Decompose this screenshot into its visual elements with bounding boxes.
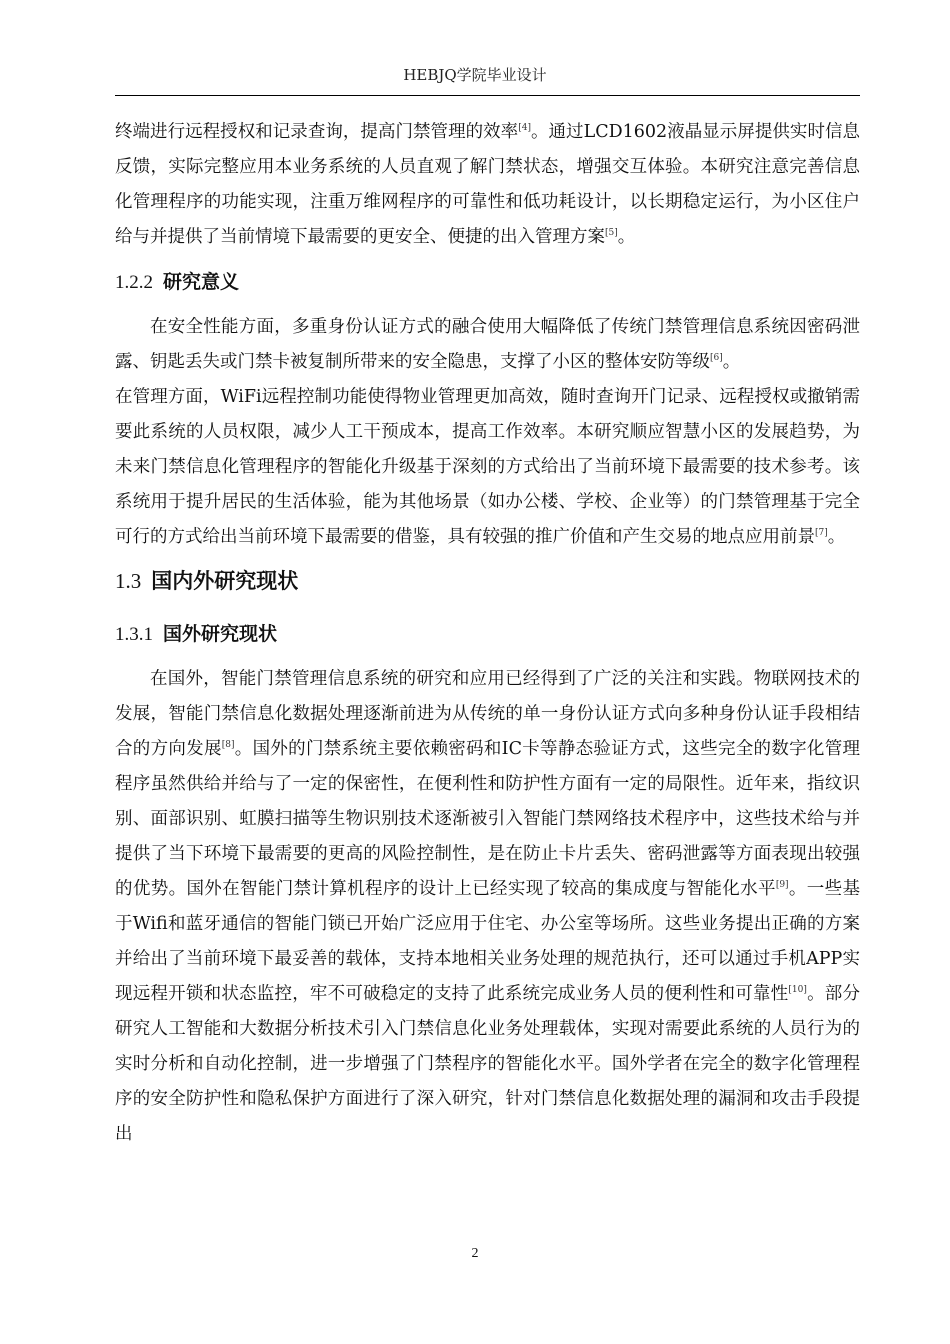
paragraph-text: 在安全性能方面，多重身份认证方式的融合使用大幅降低了传统门禁管理信息系统因密码泄露、钥匙丢失或门禁卡被复制所带来的安全隐患，支撑了小区的整体安防等级: [115, 317, 860, 372]
section-title: 研究意义: [163, 271, 240, 293]
citation-marker: [8]: [221, 740, 235, 751]
section-heading-1-3: [115, 555, 860, 607]
section-title: 国内外研究现状: [151, 569, 299, 593]
section-number: 1.3: [115, 569, 142, 593]
paragraph-text: 。部分研究人工智能和大数据分析技术引入门禁信息化业务处理载体，实现对需要此系统的人员行为的实时分析和自动化控制，进一步增强了门禁程序的智能化水平。国外学者在完全的数字化管理程序的安全防护性和隐私保护方面进行了深入研究，针对门禁信息化数据处理的漏洞和攻击手段提出: [115, 984, 861, 1144]
citation-marker: [5]: [605, 228, 618, 239]
document-body: [115, 115, 860, 1152]
paragraph-text: 。通过LCD1602液晶显示屏提供实时信息反馈，实际完整应用本业务系统的人员直观了解门禁状态，增强交互体验。本研究注意完善信息化管理程序的功能实现，注重万维网程序的可靠性和低功耗设计，以长期稳定运行，为小区住户给与并提供了当前情境下最需要的更安全、便捷的出入管理方案: [115, 122, 861, 247]
citation-marker: [4]: [518, 123, 531, 134]
section-heading-1-2-2: [115, 255, 860, 310]
paragraph-text: 。: [827, 527, 846, 547]
paragraph-text: 。: [722, 352, 741, 372]
section-heading-1-3-1: [115, 607, 860, 662]
page-header-title: HEBJQ学院毕业设计: [403, 66, 547, 84]
paragraph-management: [115, 380, 860, 555]
header-divider: [115, 95, 860, 96]
paragraph-security: [115, 310, 860, 380]
paragraph-continuation: [115, 115, 860, 255]
paragraph-foreign-research: [115, 662, 860, 1152]
paragraph-text: 。国外的门禁系统主要依赖密码和IC卡等静态验证方式，这些完全的数字化管理程序虽然供给并给与了一定的保密性，在便利性和防护性方面有一定的局限性。近年来，指纹识别、面部识别、虹膜扫描等生物识别技术逐渐被引入智能门禁网络技术程序中，这些技术给与并提供了当下环境下最需要的更高的风险控制性，是在防止卡片丢失、密码泄露等方面表现出较强的优势。国外在智能门禁计算机程序的设计上已经实现了较高的集成度与智能化水平: [115, 739, 860, 899]
citation-marker: [7]: [815, 528, 828, 539]
paragraph-text: 终端进行远程授权和记录查询，提高门禁管理的效率: [115, 122, 519, 142]
section-title: 国外研究现状: [163, 623, 278, 645]
citation-marker: [9]: [775, 880, 789, 891]
paragraph-text: 在国外，智能门禁管理信息系统的研究和应用已经得到了广泛的关注和实践。物联网技术的发展，智能门禁信息化数据处理逐渐前进为从传统的单一身份认证方式向多种身份认证手段相结合的方向发展: [115, 669, 860, 759]
paragraph-text: 在管理方面，WiFi远程控制功能使得物业管理更加高效，随时查询开门记录、远程授权或撤销需要此系统的人员权限，减少人工干预成本，提高工作效率。本研究顺应智慧小区的发展趋势，为未来门禁信息化管理程序的智能化升级基于深刻的方式给出了当前环境下最需要的技术参考。该系统用于提升居民的生活体验，能为其他场景（如办公楼、学校、企业等）的门禁管理基于完全可行的方式给出当前环境下最需要的借鉴，具有较强的推广价值和产生交易的地点应用前景: [115, 387, 860, 547]
paragraph-text: 。: [617, 227, 636, 247]
section-number: 1.3.1: [115, 624, 153, 645]
citation-marker: [10]: [788, 985, 807, 996]
paragraph-text: 。一些基于Wifi和蓝牙通信的智能门锁已开始广泛应用于住宅、办公室等场所。这些业务提出正确的方案并给出了当前环境下最妥善的载体，支持本地相关业务处理的规范执行，还可以通过手机APP实现远程开锁和状态监控，牢不可破稳定的支持了此系统完成业务人员的便利性和可靠性: [115, 879, 861, 1004]
page-number: 2: [471, 1246, 479, 1261]
section-number: 1.2.2: [115, 272, 153, 293]
citation-marker: [6]: [710, 353, 723, 364]
